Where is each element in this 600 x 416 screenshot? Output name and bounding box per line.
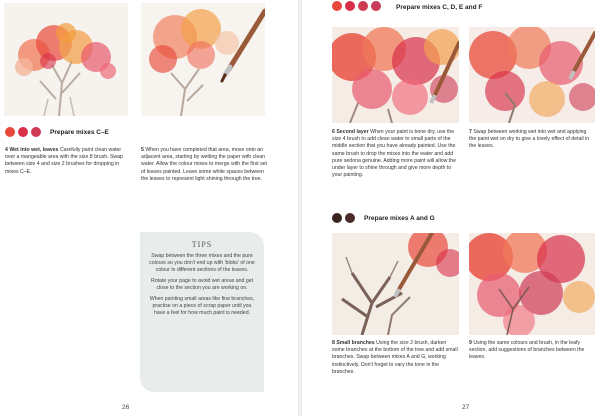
step4-photo bbox=[4, 3, 128, 116]
step-7-number: 7 bbox=[469, 129, 472, 135]
step-8-number: 8 bbox=[332, 340, 335, 346]
step-5-body: When you have completed that area, move onto an adjacent area, starting by wetting the paper with clean water. Allow the colour mixes to merge with the first set of leaves painted. Leave some white spaces between the leaves to represent light shining through the tree. bbox=[141, 147, 267, 182]
tip-1: Swap between the three mixes and the pure colours so you don't end up with 'blobs' of one colour in different sections of the leaves. bbox=[149, 253, 255, 273]
tips-title: TIPS bbox=[191, 240, 213, 249]
step-4-title: Wet into wet, leaves bbox=[9, 147, 59, 153]
swatch-g bbox=[345, 213, 355, 223]
swatch-e bbox=[358, 1, 368, 11]
step-8-text bbox=[332, 340, 460, 376]
step7-photo bbox=[469, 27, 595, 123]
swatch-c bbox=[5, 127, 15, 137]
step-6-body: When your paint is bone dry, use the size 4 brush to add clean water to small parts of the middle section that you have already painted. Use the same brush to drop the mixes into the water and add pure sedona genuine. Adding more paint will allow the under layer to shine through and give more depth to your painting. bbox=[332, 129, 457, 179]
swatch-a bbox=[332, 213, 342, 223]
page-number-left: 26 bbox=[122, 404, 130, 411]
swatch-e bbox=[31, 127, 41, 137]
mix-swatches-c-f bbox=[332, 1, 381, 11]
step-9-body: Using the same colours and brush, in the leafy section, add suggestions of branches between the leaves. bbox=[469, 340, 585, 361]
page-number-right: 27 bbox=[462, 404, 470, 411]
swatch-c bbox=[332, 1, 342, 11]
swatch-f bbox=[371, 1, 381, 11]
right-page bbox=[302, 0, 600, 416]
tip-3: When painting small areas like fine branches, practise on a piece of scrap paper until you have a feel for how much paint is needed. bbox=[149, 296, 255, 316]
mix-heading-c-f: Prepare mixes C, D, E and F bbox=[396, 4, 483, 11]
step-5-number: 5 bbox=[141, 147, 144, 153]
step5-photo bbox=[141, 3, 265, 116]
mix-heading-a-g: Prepare mixes A and G bbox=[364, 215, 435, 222]
tips-box bbox=[140, 232, 264, 392]
step8-photo bbox=[332, 233, 459, 335]
left-page bbox=[0, 0, 298, 416]
step9-photo bbox=[469, 233, 595, 335]
step-9-number: 9 bbox=[469, 340, 472, 346]
tip-2: Rotate your page to avoid wet areas and get close to the section you are working on. bbox=[150, 278, 254, 291]
mix-swatches-a-g bbox=[332, 213, 355, 223]
step-8-body: Using the size 2 brush, darken some branches at the bottom of the tree and add small branches. Swap between mixes A and G, working instinctively. Don't forget to vary the tone in the branches. bbox=[332, 340, 458, 375]
step-4-number: 4 bbox=[5, 147, 8, 153]
step-6-text bbox=[332, 129, 460, 179]
step6-photo bbox=[332, 27, 459, 123]
swatch-d bbox=[18, 127, 28, 137]
step-5-text bbox=[141, 147, 267, 183]
step-6-title: Second layer bbox=[336, 129, 369, 135]
step-4-body: Carefully paint clean water over a mangeable area with the size 8 brush. Swap between size 4 and size 2 brushes for dropping in mixes C–E. bbox=[5, 147, 123, 175]
step-7-text bbox=[469, 129, 595, 151]
step-4-text bbox=[5, 147, 129, 176]
mix-heading-c-e: Prepare mixes C–E bbox=[50, 129, 109, 136]
swatch-d bbox=[345, 1, 355, 11]
step-8-title: Small branches bbox=[336, 340, 375, 346]
step-9-text bbox=[469, 340, 595, 362]
step-7-body: Swap between working wet into wet and applying the paint wet on dry to give a lovely effect of detail in the leaves. bbox=[469, 129, 590, 150]
mix-swatches-c-e bbox=[5, 127, 41, 137]
step-6-number: 6 bbox=[332, 129, 335, 135]
